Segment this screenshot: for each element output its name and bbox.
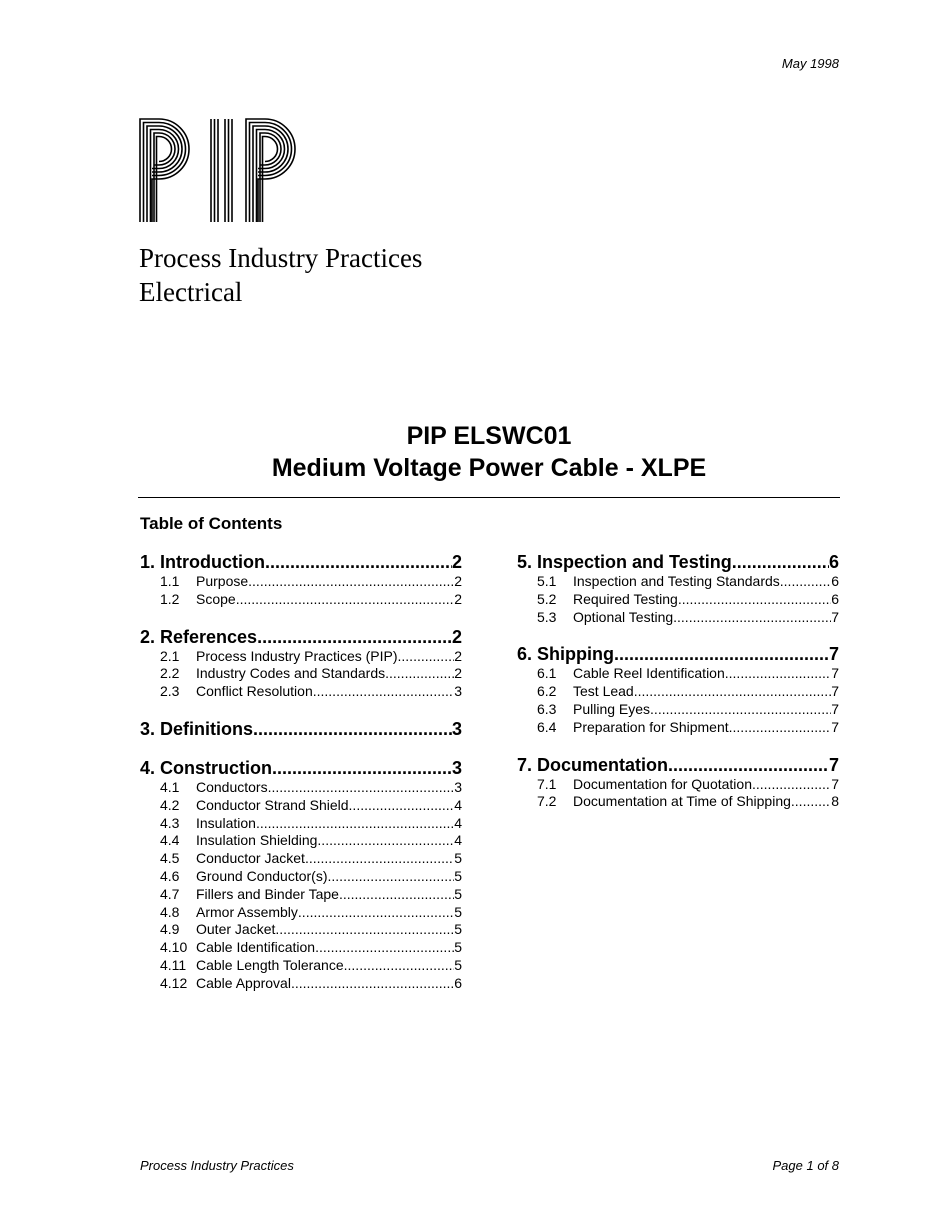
toc-leader-dots bbox=[614, 643, 829, 665]
toc-section bbox=[517, 643, 839, 736]
toc-leader-dots bbox=[317, 832, 454, 850]
toc-subsection-page: 5 bbox=[454, 939, 462, 956]
toc-subsection-number: 6.1 bbox=[537, 665, 557, 682]
toc-subsection-page: 5 bbox=[454, 956, 462, 973]
toc-subsection-title: Test Lead bbox=[573, 683, 634, 700]
toc-subsection-number: 4.9 bbox=[160, 921, 180, 938]
toc-subsection-page: 5 bbox=[454, 867, 462, 884]
toc-subsection-number: 6.4 bbox=[537, 718, 557, 735]
toc-section-title: 3. Definitions bbox=[140, 718, 254, 739]
toc-subsection-page: 8 bbox=[831, 793, 839, 810]
toc-leader-dots bbox=[268, 779, 455, 797]
toc-subsection-page: 7 bbox=[831, 608, 839, 625]
toc-subsection-page: 2 bbox=[454, 573, 462, 589]
toc-subsection-entry[interactable] bbox=[140, 779, 462, 797]
toc-section-entry[interactable] bbox=[517, 551, 839, 573]
title-divider bbox=[138, 497, 840, 498]
toc-subsection-entry[interactable] bbox=[517, 701, 839, 719]
toc-subsection-page: 7 bbox=[831, 775, 839, 792]
toc-section-title: 6. Shipping bbox=[517, 644, 614, 665]
toc-subsection-page: 4 bbox=[454, 796, 462, 813]
toc-subsection-number: 2.1 bbox=[160, 647, 180, 664]
toc-subsection-entry[interactable] bbox=[140, 683, 462, 701]
toc-leader-dots bbox=[275, 921, 454, 939]
toc-subsection-entry[interactable] bbox=[140, 921, 462, 939]
toc-subsection-page: 5 bbox=[454, 903, 462, 920]
toc-heading: Table of Contents bbox=[140, 514, 283, 533]
toc-subsection-title: Industry Codes and Standards bbox=[196, 665, 386, 682]
toc-subsection-title: Cable Reel Identification bbox=[573, 665, 725, 682]
toc-subsection-title: Fillers and Binder Tape bbox=[196, 885, 339, 902]
toc-subsection-entry[interactable] bbox=[140, 815, 462, 833]
toc-section-title: 2. References bbox=[140, 626, 258, 647]
toc-leader-dots bbox=[256, 815, 454, 833]
toc-section bbox=[140, 551, 462, 609]
toc-subsection-title: Cable Approval bbox=[196, 974, 291, 991]
toc-subsection-number: 4.6 bbox=[160, 867, 180, 884]
toc-section-page: 2 bbox=[451, 552, 462, 572]
toc-leader-dots bbox=[729, 719, 832, 737]
toc-subsection-number: 4.4 bbox=[160, 832, 180, 849]
toc-subsection-entry[interactable] bbox=[517, 665, 839, 683]
toc-section-page: 3 bbox=[451, 718, 462, 739]
toc-subsection-title: Conflict Resolution bbox=[196, 683, 313, 700]
toc-section bbox=[140, 626, 462, 701]
toc-subsection-title: Scope bbox=[196, 590, 236, 607]
toc-subsection-number: 1.2 bbox=[160, 590, 180, 607]
toc-subsection-title: Optional Testing bbox=[573, 608, 674, 625]
toc-section bbox=[517, 551, 839, 626]
toc-subsection-number: 5.1 bbox=[537, 573, 557, 589]
toc-leader-dots bbox=[328, 868, 455, 886]
toc-subsection-entry[interactable] bbox=[140, 573, 462, 591]
toc-subsection-number: 2.2 bbox=[160, 665, 180, 682]
toc-subsection-page: 7 bbox=[831, 718, 839, 735]
toc-leader-dots bbox=[725, 665, 831, 683]
toc-leader-dots bbox=[752, 776, 831, 794]
toc-subsection-page: 4 bbox=[454, 832, 462, 849]
toc-section bbox=[140, 757, 462, 993]
toc-section-title: 7. Documentation bbox=[517, 754, 669, 775]
toc-leader-dots bbox=[315, 939, 454, 957]
toc-subsection-number: 4.1 bbox=[160, 778, 180, 795]
toc-left-column bbox=[140, 551, 462, 1010]
toc-subsection-entry[interactable] bbox=[140, 797, 462, 815]
toc-subsection-number: 4.5 bbox=[160, 850, 180, 867]
toc-subsection-number: 7.2 bbox=[537, 793, 557, 810]
toc-leader-dots bbox=[650, 701, 831, 719]
toc-leader-dots bbox=[305, 850, 454, 868]
toc-section-title: 1. Introduction bbox=[140, 552, 265, 572]
toc-section-title: 5. Inspection and Testing bbox=[517, 552, 732, 572]
toc-subsection-title: Armor Assembly bbox=[196, 903, 298, 920]
toc-subsection-number: 4.11 bbox=[160, 956, 187, 973]
toc-subsection-number: 4.3 bbox=[160, 814, 180, 831]
header-date: May 1998 bbox=[781, 56, 839, 71]
toc-subsection-entry[interactable] bbox=[140, 904, 462, 922]
toc-section-page: 6 bbox=[828, 552, 839, 572]
pip-logo bbox=[139, 118, 305, 222]
toc-leader-dots bbox=[253, 718, 452, 740]
toc-subsection-title: Purpose bbox=[196, 573, 249, 589]
toc-leader-dots bbox=[732, 551, 829, 573]
toc-subsection-title: Inspection and Testing Standards bbox=[573, 573, 780, 589]
toc-subsection-page: 2 bbox=[454, 647, 462, 664]
toc-subsection-entry[interactable] bbox=[140, 591, 462, 609]
toc-subsection-number: 4.8 bbox=[160, 903, 180, 920]
toc-subsection-page: 5 bbox=[454, 850, 462, 867]
document-code: PIP ELSWC01 bbox=[406, 422, 572, 450]
toc-section bbox=[140, 718, 462, 740]
organization-name: Process Industry Practices bbox=[139, 243, 423, 273]
toc-subsection-number: 6.3 bbox=[537, 700, 557, 717]
toc-subsection-title: Documentation for Quotation bbox=[573, 775, 752, 792]
toc-subsection-number: 6.2 bbox=[537, 683, 557, 700]
footer-page-number: Page 1 of 8 bbox=[772, 1158, 839, 1173]
toc-section-entry[interactable] bbox=[140, 757, 462, 779]
toc-subsection-title: Process Industry Practices (PIP) bbox=[196, 647, 398, 664]
toc-subsection-title: Outer Jacket bbox=[196, 921, 276, 938]
toc-subsection-number: 1.1 bbox=[160, 573, 180, 589]
toc-subsection-title: Conductors bbox=[196, 778, 268, 795]
toc-subsection-page: 7 bbox=[831, 665, 839, 682]
toc-section-entry[interactable] bbox=[517, 643, 839, 665]
toc-subsection-page: 2 bbox=[454, 665, 462, 682]
toc-subsection-title: Pulling Eyes bbox=[573, 700, 651, 717]
toc-subsection-title: Required Testing bbox=[573, 590, 678, 607]
toc-subsection-page: 7 bbox=[831, 700, 839, 717]
toc-subsection-page: 3 bbox=[454, 778, 462, 795]
toc-subsection-page: 5 bbox=[454, 921, 462, 938]
toc-subsection-entry[interactable] bbox=[517, 683, 839, 701]
toc-leader-dots bbox=[780, 573, 831, 591]
toc-subsection-page: 3 bbox=[454, 683, 462, 700]
toc-leader-dots bbox=[248, 573, 454, 591]
toc-subsection-title: Cable Identification bbox=[196, 939, 316, 956]
toc-subsection-entry[interactable] bbox=[517, 591, 839, 609]
logo-letter-p2 bbox=[246, 119, 295, 222]
toc-subsection-page: 2 bbox=[454, 590, 462, 607]
toc-leader-dots bbox=[265, 551, 452, 573]
logo-letter-i bbox=[211, 119, 232, 222]
toc-subsection-number: 7.1 bbox=[537, 775, 557, 792]
toc-section-page: 7 bbox=[828, 644, 839, 665]
toc-subsection-page: 4 bbox=[454, 814, 462, 831]
toc-subsection-number: 2.3 bbox=[160, 683, 180, 700]
toc-leader-dots bbox=[272, 757, 452, 779]
toc-subsection-title: Insulation bbox=[196, 814, 256, 831]
toc-leader-dots bbox=[673, 609, 831, 627]
toc-subsection-number: 5.2 bbox=[537, 590, 557, 607]
toc-subsection-page: 6 bbox=[831, 590, 839, 607]
toc-section-entry[interactable] bbox=[140, 718, 462, 740]
toc-subsection-title: Insulation Shielding bbox=[196, 832, 318, 849]
toc-subsection-entry[interactable] bbox=[517, 776, 839, 794]
toc-leader-dots bbox=[634, 683, 831, 701]
toc-section-page: 7 bbox=[828, 754, 839, 775]
toc-leader-dots bbox=[257, 626, 452, 648]
toc-leader-dots bbox=[678, 591, 831, 609]
toc-subsection-entry[interactable] bbox=[140, 957, 462, 975]
toc-subsection-page: 6 bbox=[454, 974, 462, 991]
toc-subsection-title: Cable Length Tolerance bbox=[196, 956, 344, 973]
toc-subsection-title: Preparation for Shipment bbox=[573, 718, 729, 735]
toc-section-title: 4. Construction bbox=[140, 757, 273, 778]
toc-leader-dots bbox=[236, 591, 455, 609]
toc-subsection-title: Documentation at Time of Shipping bbox=[573, 793, 791, 810]
toc-subsection-entry[interactable] bbox=[517, 609, 839, 627]
toc-subsection-entry[interactable] bbox=[140, 850, 462, 868]
document-title: Medium Voltage Power Cable - XLPE bbox=[271, 454, 707, 482]
toc-subsection-entry[interactable] bbox=[140, 832, 462, 850]
toc-leader-dots bbox=[668, 754, 829, 776]
toc-subsection-entry[interactable] bbox=[140, 886, 462, 904]
toc-section-entry[interactable] bbox=[517, 754, 839, 776]
toc-subsection-number: 4.10 bbox=[160, 939, 188, 956]
document-title-block bbox=[0, 420, 950, 484]
toc-subsection-entry[interactable] bbox=[140, 648, 462, 666]
toc-subsection-entry[interactable] bbox=[517, 719, 839, 737]
toc-leader-dots bbox=[398, 648, 455, 666]
toc-subsection-entry[interactable] bbox=[517, 793, 839, 811]
toc-leader-dots bbox=[339, 886, 454, 904]
toc-leader-dots bbox=[791, 793, 831, 811]
toc-subsection-number: 4.7 bbox=[160, 885, 180, 902]
toc-subsection-title: Conductor Jacket bbox=[196, 850, 305, 867]
logo-letter-p1 bbox=[140, 119, 189, 222]
toc-leader-dots bbox=[313, 683, 454, 701]
toc-subsection-title: Ground Conductor(s) bbox=[196, 867, 328, 884]
toc-subsection-page: 7 bbox=[831, 683, 839, 700]
footer-organization: Process Industry Practices bbox=[140, 1158, 294, 1173]
toc-subsection-entry[interactable] bbox=[140, 975, 462, 993]
toc-leader-dots bbox=[385, 665, 454, 683]
toc-subsection-number: 5.3 bbox=[537, 608, 557, 625]
toc-section-page: 3 bbox=[451, 757, 462, 778]
toc-section-entry[interactable] bbox=[140, 626, 462, 648]
toc-subsection-number: 4.12 bbox=[160, 974, 188, 991]
toc-subsection-number: 4.2 bbox=[160, 796, 180, 813]
toc-leader-dots bbox=[349, 797, 455, 815]
toc-subsection-page: 5 bbox=[454, 885, 462, 902]
toc-subsection-entry[interactable] bbox=[140, 939, 462, 957]
toc-section-entry[interactable] bbox=[140, 551, 462, 573]
toc-subsection-entry[interactable] bbox=[140, 665, 462, 683]
organization-block bbox=[139, 241, 422, 309]
toc-leader-dots bbox=[344, 957, 455, 975]
toc-leader-dots bbox=[298, 904, 454, 922]
toc-subsection-entry[interactable] bbox=[517, 573, 839, 591]
toc-subsection-entry[interactable] bbox=[140, 868, 462, 886]
toc-leader-dots bbox=[291, 975, 454, 993]
toc-subsection-title: Conductor Strand Shield bbox=[196, 796, 349, 813]
toc-subsection-page: 6 bbox=[831, 573, 839, 589]
toc-right-column bbox=[517, 551, 839, 828]
toc-section bbox=[517, 754, 839, 812]
organization-discipline: Electrical bbox=[139, 277, 243, 307]
toc-section-page: 2 bbox=[451, 626, 462, 647]
